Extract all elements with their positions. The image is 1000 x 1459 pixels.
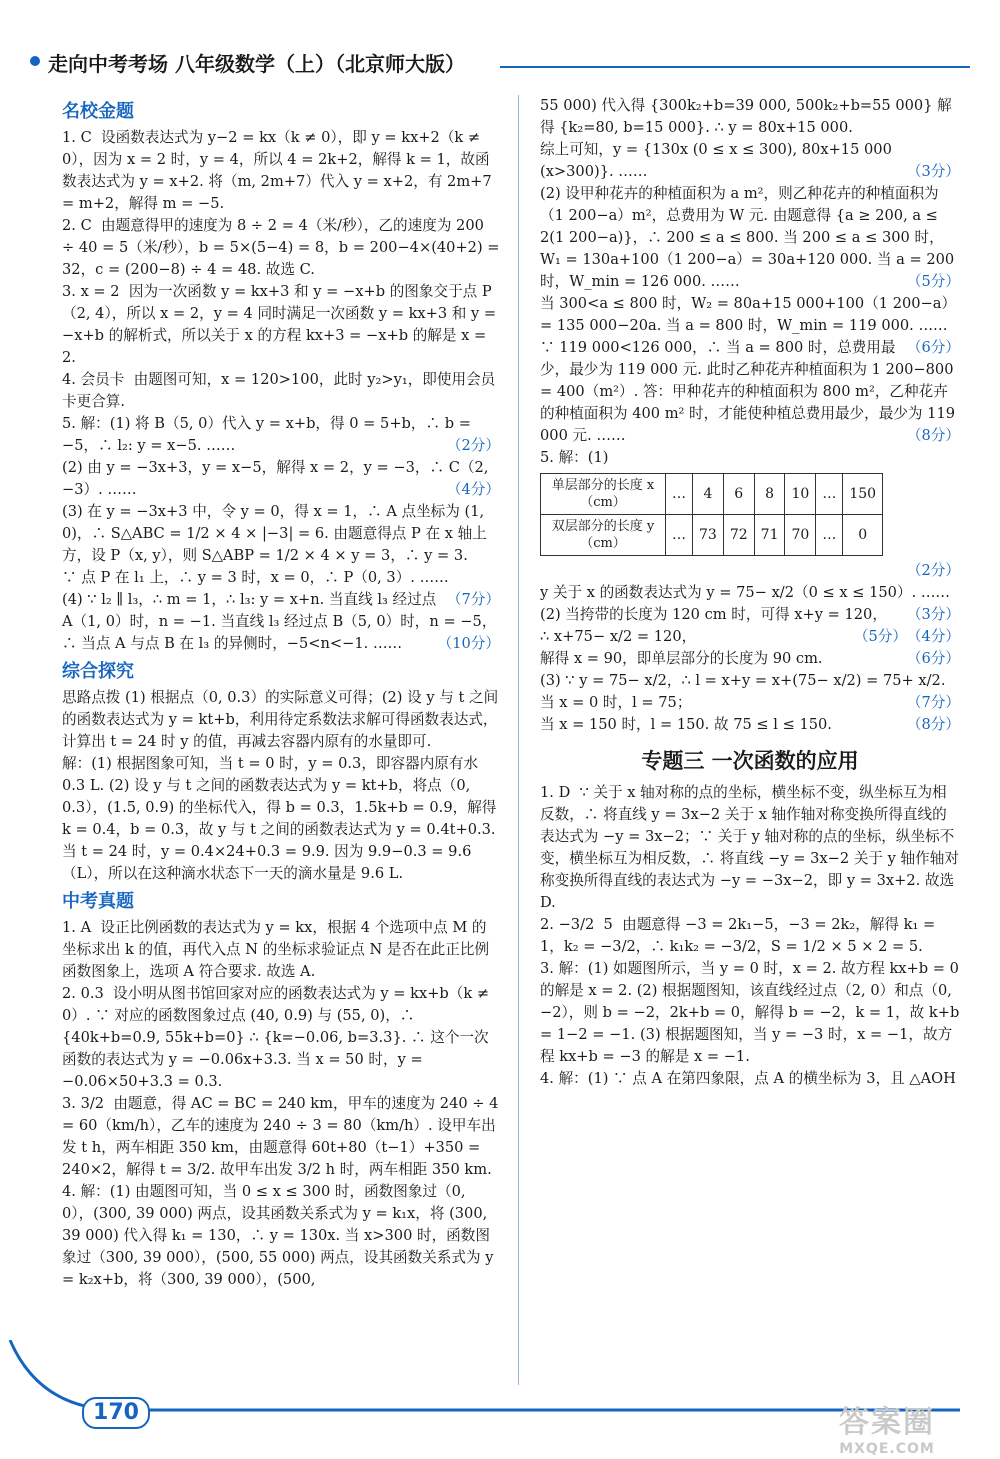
score: （10分） <box>437 635 500 652</box>
answer-5c: (3) 在 y = −3x+3 中，令 y = 0，得 x = 1，∴ A 点坐标为 (1, 0)，∴ S△ABC = 1/2 × 4 × |−3| = 6. 由题意得点 P 在 x 轴上方，设 P（x, y），则 S△ABP = 1/2 × 4 × y = 3，∴ y = 3. <box>62 503 489 564</box>
score: （6分） <box>906 650 960 667</box>
cont-9-text: 解得 x = 90，即单层部分的长度为 90 cm. <box>540 650 823 667</box>
header-bullet-icon <box>30 56 40 66</box>
cont-11-text: 当 x = 150 时，l = 150. 故 75 ≤ l ≤ 150. <box>540 716 832 733</box>
cont-4-text: 当 300<a ≤ 800 时，W₂ = 80a+15 000+100（1 200−a）= 135 000−20a. 当 a = 800 时，W_min = 119 000. …… <box>540 295 957 334</box>
topic-answer-2: 2. −3/2 5 由题意得 −3 = 2k₁−5，−3 = 2k₂，解得 k₁ = 1，k₂ = −3/2，∴ k₁k₂ = −3/2，S = 1/2 × 5 × 2 = 5. <box>540 916 940 955</box>
answer-5a <box>62 413 500 457</box>
table-cell: … <box>666 515 693 556</box>
section-title-zhongkao: 中考真题 <box>62 891 134 912</box>
column-divider <box>518 95 519 1385</box>
score: （8分） <box>906 716 960 733</box>
answer-3: 3. x = 2 因为一次函数 y = kx+3 和 y = −x+b 的图象交于点 P（2, 4），所以 x = 2，y = 4 同时满足一次函数 y = kx+3 和 y = −x+b 的解析式，所以关于 x 的方程 kx+3 = −x+b 的解是 x = 2. <box>62 283 501 366</box>
table-cell: 70 <box>785 515 816 556</box>
table-head-y: 双层部分的长度 y（cm） <box>541 515 666 556</box>
table-row <box>541 515 883 556</box>
answer-5e <box>62 589 500 655</box>
solution: 解：(1) 根据图象可知，当 t = 0 时，y = 0.3，即容器内原有水 0.3 L. (2) 设 y 与 t 之间的函数表达式为 y = kt+b，将点（0, 0.3），(1.5, 0.9) 的坐标代入，得 b = 0.3，1.5k+b = 0.9，解得 k = 0.4，b = 0.3，故 y 与 t 之间的函数表达式为 y = 0.4t+0.3. 当 t = 24 时，y = 0.4×24+0.3 = 9.9. 因为 9.9−0.3 = 9.6（L），所以在这种滴水状态下一天的滴水量是 9.6 L. <box>62 755 502 882</box>
score: （7分） <box>446 591 500 608</box>
table-cell: … <box>816 474 843 515</box>
book-title: 走向中考考场 八年级数学（上）（北京师大版） <box>48 52 465 76</box>
answer-5b <box>62 457 500 501</box>
table-cell: … <box>666 474 693 515</box>
exam-answer-4: 4. 解：(1) 由题图可知，当 0 ≤ x ≤ 300 时，函数图象过（0, 0），(300, 39 000) 两点，设其函数关系式为 y = k₁x，将 (300, 39 000) 代入得 k₁ = 130，∴ y = 130x. 当 x>300 时，函数图象过（300, 39 000），(500, 55 000) 两点，设其函数关系式为 y = k₂x+b，将（300, 39 000），(500, <box>62 1183 499 1288</box>
table-cell: 6 <box>723 474 754 515</box>
table-cell: 0 <box>843 515 883 556</box>
answer-5d-text: ∵ 点 P 在 l₁ 上，∴ y = 3 时，x = 0，∴ P（0, 3）. …… <box>62 569 449 586</box>
topic-answer-1: 1. D ∵ 关于 x 轴对称的点的坐标，横坐标不变，纵坐标互为相反数，∴ 将直线 y = 3x−2 关于 x 轴作轴对称变换所得直线的表达式为 −y = 3x−2；∵ 关于 y 轴对称的点的坐标，纵坐标不变，横坐标互为相反数，∴ 将直线 −y = 3x−2 关于 y 轴作轴对称变换所得直线的表达式为 −y = −3x−2，即 y = 3x+2. 故选 D. <box>540 784 959 911</box>
answer-4: 4. 会员卡 由题图可知，x = 120>100，此时 y₂>y₁，即使用会员卡更合算. <box>62 371 496 410</box>
table-cell: 4 <box>693 474 724 515</box>
cont-2 <box>540 139 960 183</box>
answer-5a-text: 5. 解：(1) 将 B（5, 0）代入 y = x+b，得 0 = 5+b，∴ b = −5，∴ l₂: y = x−5. …… <box>62 415 476 454</box>
table-cell: 10 <box>785 474 816 515</box>
table-row <box>541 474 883 515</box>
score: （5分） <box>906 273 960 290</box>
score: （6分） <box>906 339 960 356</box>
cont-1: 55 000) 代入得 {300k₂+b=39 000, 500k₂+b=55 000} 解得 {k₂=80, b=15 000}. ∴ y = 80x+15 000. <box>540 97 952 136</box>
hint: 思路点拨 (1) 根据点（0, 0.3）的实际意义可得；(2) 设 y 与 t 之间的函数表达式为 y = kt+b，利用待定系数法求解可得函数表达式，计算出 t = 24 时 y 的值，再减去容器内原有的水量即可. <box>62 689 499 750</box>
left-column <box>62 95 505 1291</box>
cont-5-text: ∵ 119 000<126 000，∴ 当 a = 800 时，总费用最少，最少为 119 000 元. 此时乙种花卉种植面积为 1 200−800 = 400（m²）. 答：甲种花卉的种植面积为 800 m²，乙种花卉的种植面积为 400 m² 时，才能使种植总费用最少，最少为 119 000 元. …… <box>540 339 960 444</box>
answer-5d <box>62 567 500 608</box>
cont-10-text: (3) ∵ y = 75− x/2，∴ l = x+y = x+(75− x/2) = 75+ x/2. 当 x = 0 时，l = 75； <box>540 672 951 711</box>
table-score <box>540 560 960 582</box>
page-header <box>30 40 970 80</box>
answer-5b-text: (2) 由 y = −3x+3，y = x−5，解得 x = 2，y = −3，∴ C（2, −3）. …… <box>62 459 494 498</box>
watermark-logo: 答案圈 <box>839 1405 935 1440</box>
cont-5 <box>540 337 960 447</box>
answer-2: 2. C 由题意得甲的速度为 8 ÷ 2 = 4（米/秒），乙的速度为 200 ÷ 40 = 5（米/秒），b = 5×(5−4) = 8，b = 200−4×(40+2) = 32，c = (200−8) ÷ 4 = 48. 故选 C. <box>62 217 505 278</box>
cont-9 <box>540 648 960 670</box>
header-rule <box>500 66 970 68</box>
cont-3-text: (2) 设甲种花卉的种植面积为 a m²，则乙种花卉的种植面积为（1 200−a）m²，总费用为 W 元. 由题意得 {a ≥ 200, a ≤ 2(1 200−a)}，∴ 200 ≤ a ≤ 800. 当 200 ≤ a ≤ 300 时，W₁ = 130a+100（1 200−a）= 30a+120 000. 当 a = 200 时，W_min = 126 000. …… <box>540 185 959 290</box>
table-cell: 8 <box>754 474 785 515</box>
table-cell: 71 <box>754 515 785 556</box>
score: （2分） <box>906 562 960 579</box>
score: （4分） <box>906 628 960 645</box>
topic-title: 专题三 一次函数的应用 <box>641 749 859 773</box>
table-cell: … <box>816 515 843 556</box>
answer-5e-text: (4) ∵ l₂ ∥ l₃，∴ m = 1，∴ l₃: y = x+n. 当直线 l₃ 经过点 A（1, 0）时，n = −1. 当直线 l₃ 经过点 B（5, 0）时，n = −5，∴ 当点 A 与点 B 在 l₃ 的异侧时，−5<n<−1. …… <box>62 591 497 652</box>
table-cell: 73 <box>693 515 724 556</box>
table-head-x: 单层部分的长度 x（cm） <box>541 474 666 515</box>
cont-3 <box>540 183 960 293</box>
section-title-zonghe: 综合探究 <box>62 661 134 682</box>
score: （4分） <box>446 481 500 498</box>
length-table <box>540 473 883 556</box>
score: （8分） <box>906 427 960 444</box>
cont-8-text: ∴ x+75− x/2 = 120， <box>540 628 697 645</box>
score: （3分） <box>906 606 960 623</box>
score: （5分） <box>853 628 907 645</box>
cont-11 <box>540 714 960 736</box>
watermark-url: MXQE.COM <box>839 1441 935 1457</box>
cont-2-text: 综上可知，y = {130x (0 ≤ x ≤ 300), 80x+15 000 (x>300)}. …… <box>540 141 897 180</box>
exam-answer-1: 1. A 设正比例函数的表达式为 y = kx，根据 4 个选项中点 M 的坐标求出 k 的值，再代入点 N 的坐标求验证点 N 是否在此正比例函数图象上，选项 A 符合要求. 故选 A. <box>62 919 490 980</box>
topic-answer-4: 4. 解：(1) ∵ 点 A 在第四象限，点 A 的横坐标为 3，且 △AOH <box>540 1070 956 1087</box>
table-cell: 72 <box>723 515 754 556</box>
score: （7分） <box>906 694 960 711</box>
q5-intro: 5. 解：(1) <box>540 449 609 466</box>
cont-10 <box>540 670 960 714</box>
score: （2分） <box>446 437 500 454</box>
watermark <box>802 1397 972 1455</box>
cont-8 <box>540 626 960 648</box>
cont-7-text: (2) 当挎带的长度为 120 cm 时，可得 x+y = 120， <box>540 606 887 623</box>
cont-4 <box>540 293 960 356</box>
score: （3分） <box>906 163 960 180</box>
cont-6-text: y 关于 x 的函数表达式为 y = 75− x/2（0 ≤ x ≤ 150）. …… <box>540 584 951 601</box>
exam-answer-3: 3. 3/2 由题意，得 AC = BC = 240 km，甲车的速度为 240 ÷ 4 = 60（km/h），乙车的速度为 240 ÷ 3 = 80（km/h）. 设甲车出发 t h，两车相距 350 km，由题意得 60t+80（t−1）+350 = 240×2，解得 t = 3/2. 故甲车出发 3/2 h 时，两车相距 350 km. <box>62 1095 504 1178</box>
table-cell: 150 <box>843 474 883 515</box>
topic-answer-3: 3. 解：(1) 如题图所示，当 y = 0 时，x = 2. 故方程 kx+b = 0 的解是 x = 2. (2) 根据题图知，该直线经过点（2, 0）和点（0, −2），则 b = −2，2k+b = 0，解得 b = −2，k = 1，故 k+b = 1−2 = −1. (3) 根据题图知，当 y = −3 时，x = −1，故方程 kx+b = −3 的解是 x = −1. <box>540 960 964 1065</box>
page-number: 170 <box>82 1397 150 1429</box>
right-column <box>540 95 964 1090</box>
answer-1: 1. C 设函数表达式为 y−2 = kx（k ≠ 0），即 y = kx+2（k ≠ 0），因为 x = 2 时，y = 4，所以 4 = 2k+2，解得 k = 1，故函数表达式为 y = x+2. 将（m, 2m+7）代入 y = x+2，有 2m+7 = m+2，解得 m = −5. <box>62 129 497 212</box>
exam-answer-2: 2. 0.3 设小明从图书馆回家对应的函数表达式为 y = kx+b（k ≠ 0）. ∵ 对应的函数图象过点 (40, 0.9) 与 (55, 0)，∴ {40k+b=0.9, 55k+b=0} ∴ {k=−0.06, b=3.3}. ∴ 这个一次函数的表达式为 y = −0.06x+3.3. 当 x = 50 时，y = −0.06×50+3.3 = 0.3. <box>62 985 494 1090</box>
section-title-mingxiao: 名校金题 <box>62 101 134 122</box>
